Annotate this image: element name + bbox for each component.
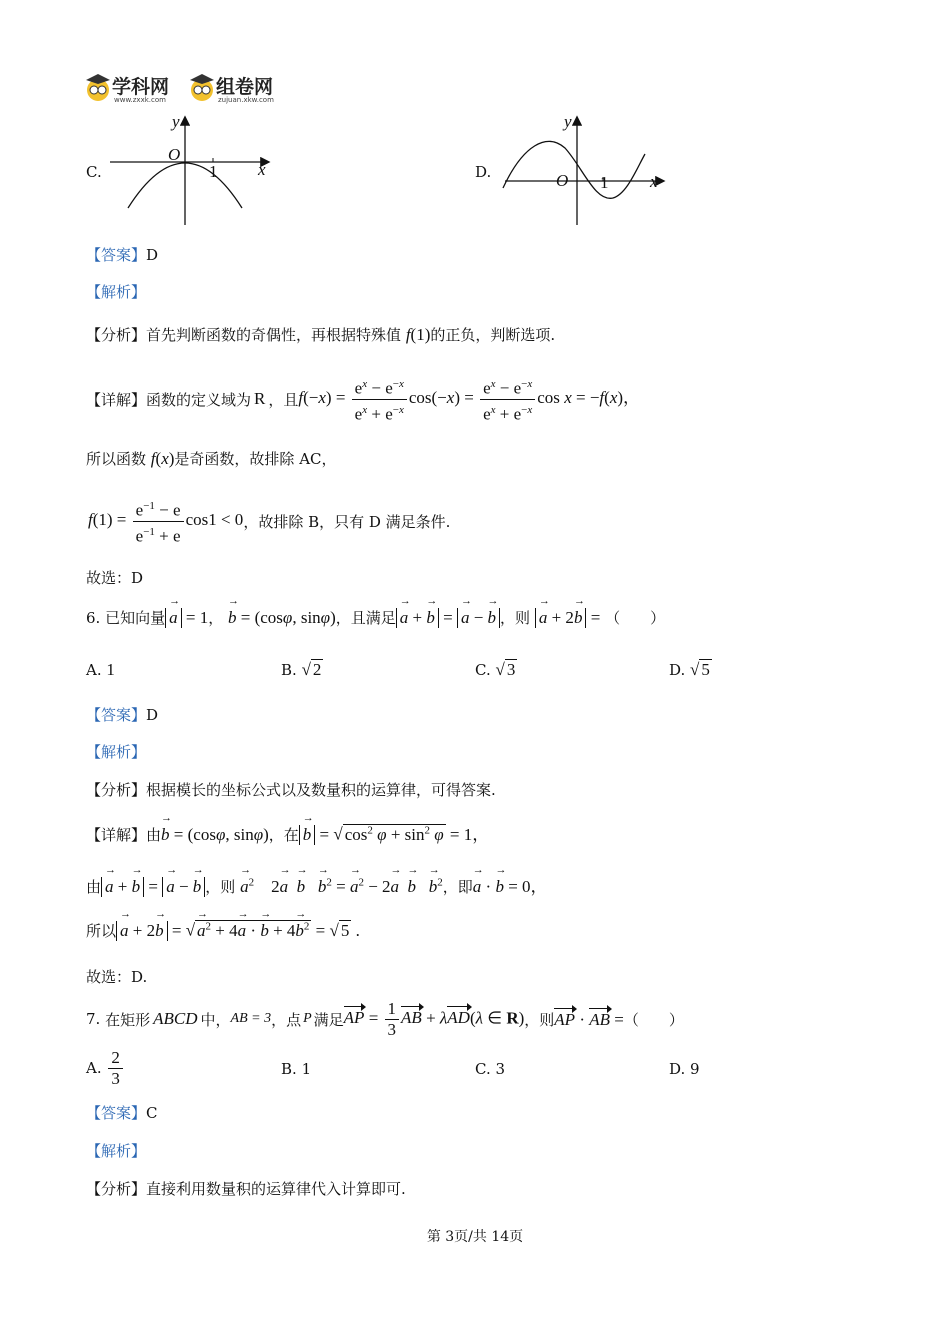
q7-option-c (475, 1060, 505, 1078)
logo-zujuanwang-url: zujuan.xkw.com (218, 96, 274, 104)
q7-paren: （ ） (623, 1010, 684, 1029)
q6-answer: D (146, 706, 159, 724)
logo-xuekewang-url: www.zxxk.com (114, 96, 166, 104)
graph-d-origin: O (556, 171, 569, 190)
q7-stem-man: 满足 (313, 1010, 344, 1029)
q5-fenxi-text: 首先判断函数的奇偶性，再根据特殊值 (146, 326, 402, 344)
logo-zujuanwang: 组卷网 (216, 76, 274, 98)
q6-line3-pre: 所以 (86, 922, 117, 940)
q6-then: ，则 (500, 609, 531, 627)
q6-xj-bdef: → b = (cosφ, sinφ) (161, 825, 269, 844)
q5-qie: ，且 (268, 390, 299, 409)
q6-line2 (86, 872, 548, 897)
q7-stem-pre: 在矩形 (105, 1010, 151, 1029)
option-d-label: D. (475, 163, 492, 181)
q6-xiangjie-line (86, 820, 489, 845)
q6-xj-you: 由 (146, 826, 162, 844)
q6-analysis-tag: 【解析】 (86, 743, 147, 761)
q6-option-d-radicand: 5 (701, 660, 710, 679)
q6-fenxi-text: 根据模长的坐标公式以及数量积的运算律，可得答案. (146, 781, 496, 799)
graph-d-tick-1: 1 (600, 173, 609, 192)
graph-c-x-label: x (258, 160, 266, 179)
q5-f1-expr: f(1) (405, 325, 431, 344)
q6-line2-cond: → a + → b = → a − → b (101, 877, 205, 896)
q6-paren: （ ） (605, 609, 666, 627)
q7-stem-zhong: 中， (200, 1010, 231, 1029)
q7-stem-ze: ，则 (524, 1010, 555, 1029)
q6-fenxi-line (86, 779, 496, 800)
graph-d-y-label: y (564, 112, 572, 131)
q7-point-p: P (303, 1011, 312, 1026)
q6-answer-tag: 【答案】 (86, 706, 147, 724)
graph-c-tick-1: 1 (209, 162, 218, 181)
q6-a-norm: → a = 1 (165, 608, 208, 627)
q5-guxuan: 故选：D (86, 569, 144, 587)
q6-option-b-value: √ 2 (301, 660, 322, 679)
q7-option-d (669, 1060, 700, 1078)
option-c-label: C. (86, 163, 102, 181)
q7-stem (86, 995, 684, 1043)
q7-analysis-tag: 【解析】 (86, 1142, 147, 1160)
q7-option-a (86, 1044, 125, 1092)
q5-xiangjie-line (86, 374, 640, 424)
logo-xuekewang: 学科网 (112, 76, 170, 98)
q5-answer: D (146, 246, 159, 264)
q5-f1-value-expr: f(1) = $\frac{e^{-1} - e}{e^{-1} + e}$ cos1 < 0 (88, 496, 243, 546)
q5-fx-expr: f(x) (150, 449, 175, 468)
q6-satisfy: ，且满足 (335, 609, 396, 627)
q5-line2-post: 是奇函数，故排除 AC， (174, 450, 337, 468)
q6-option-d-value: √ 5 (690, 660, 710, 679)
q7-option-b (281, 1060, 311, 1078)
q6-condition: → a + → b = → a − → b (396, 608, 500, 627)
q7-option-d-value: 9 (690, 1060, 700, 1078)
q7-fenxi-text: 直接利用数量积的运算律代入计算即可. (146, 1180, 406, 1198)
graph-c-origin: O (168, 145, 181, 164)
q5-fenxi-tag: 【分析】 (86, 326, 147, 344)
q7-fenxi-tag: 【分析】 (86, 1180, 147, 1198)
q7-rect: ABCD (153, 1009, 198, 1028)
q7-target: AP · AB = (554, 1010, 624, 1029)
graph-d-x-label: x (650, 172, 658, 191)
q7-option-b-label: B. (281, 1060, 297, 1078)
q6-option-a-label: A. (86, 661, 102, 679)
q5-line2 (86, 448, 337, 469)
q6-option-a-value: 1 (106, 660, 115, 679)
q6-line2-expand: → $a^2$ $2\to a \to b \to b^2$ = → $a^2 - 2\to a \to b \to b^2$ (240, 877, 443, 896)
q7-answer: C (146, 1104, 158, 1122)
q7-option-c-value: 3 (495, 1060, 506, 1078)
graph-c-y-label: y (172, 112, 180, 131)
q6-target: → a + 2→ b = (535, 608, 600, 627)
q6-xiangjie-tag: 【详解】 (86, 826, 147, 844)
q5-answer-tag: 【答案】 (86, 246, 147, 264)
q6-line3 (86, 920, 360, 941)
q6-option-c-radicand: 3 (506, 660, 516, 679)
q7-fenxi-line (86, 1178, 406, 1199)
q6-option-d-label: D. (669, 661, 686, 679)
q6-option-b (281, 660, 323, 680)
q5-line3-post: ，故排除 B，只有 D 满足条件. (243, 512, 451, 531)
q5-xiangjie-text: 函数的定义域为 (146, 390, 252, 409)
q6-line2-ze: ，则 (205, 878, 236, 896)
q5-xiangjie-tag: 【详解】 (86, 390, 147, 409)
q7-option-c-label: C. (475, 1060, 491, 1078)
q6-line2-ji: ，即 (442, 878, 473, 896)
q5-analysis-tag: 【解析】 (86, 283, 147, 301)
q7-option-a-label: A. (86, 1059, 102, 1077)
q7-option-d-label: D. (669, 1060, 686, 1078)
q6-option-d (669, 660, 712, 680)
q6-number: 6. (86, 609, 101, 627)
q5-line3 (88, 496, 450, 546)
page-footer: 第 3页/共 14页 (426, 1229, 524, 1245)
q6-b-def: → b = (cosφ, sinφ) (228, 608, 336, 627)
q6-option-c-value: √ 3 (495, 660, 516, 679)
q6-option-c (475, 660, 517, 680)
q6-guxuan: 故选：D. (86, 968, 148, 986)
q7-stem-dian: ，点 (271, 1010, 302, 1029)
q6-stem (86, 607, 665, 628)
q6-option-c-label: C. (475, 661, 491, 679)
q6-option-b-radicand: 2 (312, 660, 322, 679)
q6-option-b-label: B. (281, 661, 297, 679)
q7-answer-tag: 【答案】 (86, 1104, 147, 1122)
q6-stem-pre: 已知向量 (105, 609, 166, 627)
q5-parity-expr: f(−x) = $\frac{e^x - e^{-x}}{e^x + e^{-x}}$ cos(−x) = $\frac{e^x - e^{-x}}{e^x + e^{-x}}$ cos x = −f(x)， (298, 374, 640, 424)
q6-answer-line (86, 704, 158, 725)
q6-fenxi-tag: 【分析】 (86, 781, 147, 799)
q6-line2-you: 由 (86, 878, 102, 896)
q7-ab: AB = 3 (230, 1011, 272, 1026)
q5-fenxi-tail: 的正负，判断选项. (430, 326, 556, 344)
q7-option-b-value: 1 (301, 1060, 312, 1078)
q7-number: 7. (86, 1010, 101, 1028)
q6-option-a (86, 660, 115, 680)
q6-xj-zai: ，在 (268, 826, 299, 844)
q6-line2-dot: → a · → b = 0， (473, 877, 548, 896)
q6-comma1: ， (208, 609, 224, 627)
q5-answer-line (86, 244, 158, 265)
q7-option-a-value: $\frac{2}{3}$ (108, 1048, 123, 1089)
q7-ap-expr: AP = $\frac{1}{3}$ AB + λAD(λ ∈ R) (343, 998, 525, 1039)
q5-line2-pre: 所以函数 (86, 450, 147, 468)
graph-d (495, 110, 675, 230)
q5-fenxi-line (86, 324, 555, 345)
q6-line3-result: → a + 2→ b = √→ $a^2 + 4\to a$ · → $b + 4\to b^2$ = √ 5 . (116, 921, 360, 940)
q5-domain: R (254, 389, 266, 408)
q6-xj-bnorm: → b = √ $\cos^2 \varphi + \sin^2 \varphi = 1$， (299, 825, 489, 844)
q7-answer-line (86, 1102, 158, 1123)
